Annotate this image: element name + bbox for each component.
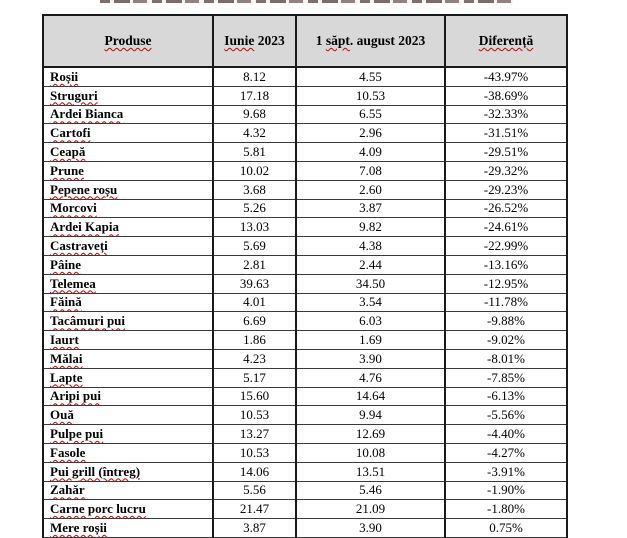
product-name: Tacâmuri pui: [50, 313, 126, 329]
difference-cell: -12.95%: [445, 274, 567, 293]
difference-cell: -29.32%: [445, 161, 567, 180]
august-price-cell: 2.96: [296, 124, 445, 143]
august-price-cell: 10.53: [296, 86, 445, 105]
june-price-cell: 4.01: [213, 293, 296, 312]
difference-cell: -38.69%: [445, 86, 567, 105]
product-name: Fasole: [50, 444, 86, 460]
august-price-cell: 3.90: [296, 349, 445, 368]
product-name: Pâine: [50, 256, 82, 272]
product-cell: [43, 387, 213, 406]
product-cell: [43, 67, 213, 86]
product-name: Ouă: [50, 407, 74, 423]
table-row: [43, 387, 567, 406]
product-cell: [43, 105, 213, 124]
august-price-cell: 3.87: [296, 199, 445, 218]
june-price-cell: 5.69: [213, 237, 296, 256]
june-price-cell: 15.60: [213, 387, 296, 406]
header-diferenta: [445, 15, 567, 67]
table-row: [43, 180, 567, 199]
table-row: [43, 67, 567, 86]
table-row: [43, 143, 567, 162]
product-cell: [43, 237, 213, 256]
header-label-segment: 2023: [254, 33, 285, 48]
june-price-cell: 6.69: [213, 312, 296, 331]
table-row: [43, 199, 567, 218]
table-row: [43, 519, 567, 538]
difference-cell: -29.23%: [445, 180, 567, 199]
product-name: Iaurt: [50, 332, 79, 348]
june-price-cell: 9.68: [213, 105, 296, 124]
product-name: Ceapă: [50, 144, 86, 160]
difference-cell: -3.91%: [445, 462, 567, 481]
august-price-cell: 4.76: [296, 368, 445, 387]
header-label-segment: Produse: [104, 33, 152, 48]
product-cell: [43, 331, 213, 350]
table-body: [43, 67, 567, 537]
august-price-cell: 6.03: [296, 312, 445, 331]
product-name: Lapte: [50, 369, 83, 385]
product-cell: [43, 274, 213, 293]
august-price-cell: 34.50: [296, 274, 445, 293]
table-row: [43, 105, 567, 124]
difference-cell: -29.51%: [445, 143, 567, 162]
table-row: [43, 368, 567, 387]
difference-cell: -22.99%: [445, 237, 567, 256]
difference-cell: -1.80%: [445, 500, 567, 519]
difference-cell: -6.13%: [445, 387, 567, 406]
product-cell: [43, 368, 213, 387]
june-price-cell: 5.56: [213, 481, 296, 500]
june-price-cell: 14.06: [213, 462, 296, 481]
table-row: [43, 255, 567, 274]
difference-cell: -43.97%: [445, 67, 567, 86]
august-price-cell: 7.08: [296, 161, 445, 180]
product-name: Pepene roșu: [50, 181, 118, 197]
header-row: [43, 15, 567, 67]
august-price-cell: 9.94: [296, 406, 445, 425]
june-price-cell: 8.12: [213, 67, 296, 86]
product-name: Cartofi: [50, 125, 91, 141]
header-label-segment: săpt: [325, 33, 350, 48]
difference-cell: 0.75%: [445, 519, 567, 538]
header-label-segment: Diferență: [478, 33, 534, 48]
table-row: [43, 293, 567, 312]
difference-cell: -4.40%: [445, 425, 567, 444]
product-name: Telemea: [50, 275, 96, 291]
product-name: Mere roșii: [50, 520, 107, 536]
difference-cell: -7.85%: [445, 368, 567, 387]
product-name: Pulpe pui: [50, 426, 104, 442]
product-cell: [43, 293, 213, 312]
product-name: Carne porc lucru: [50, 501, 146, 517]
table-header: [43, 15, 567, 67]
product-name: Ardei Bianca: [50, 106, 124, 122]
product-cell: [43, 349, 213, 368]
june-price-cell: 10.53: [213, 443, 296, 462]
product-cell: [43, 500, 213, 519]
product-name: Pui grill (întreg): [50, 463, 141, 479]
june-price-cell: 3.68: [213, 180, 296, 199]
product-cell: [43, 312, 213, 331]
difference-cell: -9.02%: [445, 331, 567, 350]
difference-cell: -24.61%: [445, 218, 567, 237]
june-price-cell: 5.81: [213, 143, 296, 162]
product-cell: [43, 86, 213, 105]
product-cell: [43, 425, 213, 444]
august-price-cell: 21.09: [296, 500, 445, 519]
june-price-cell: 4.32: [213, 124, 296, 143]
table-row: [43, 481, 567, 500]
header-sapt-august-2023: [296, 15, 445, 67]
difference-cell: -31.51%: [445, 124, 567, 143]
august-price-cell: 3.90: [296, 519, 445, 538]
header-iunie-2023: [213, 15, 296, 67]
table-row: [43, 86, 567, 105]
product-name: Roșii: [50, 68, 79, 84]
table-row: [43, 425, 567, 444]
difference-cell: -13.16%: [445, 255, 567, 274]
june-price-cell: 4.23: [213, 349, 296, 368]
product-name: Castraveți: [50, 238, 108, 254]
difference-cell: -1.90%: [445, 481, 567, 500]
product-name: Mălai: [50, 350, 83, 366]
product-name: Zahăr: [50, 482, 85, 498]
august-price-cell: 5.46: [296, 481, 445, 500]
difference-cell: -11.78%: [445, 293, 567, 312]
table-row: [43, 161, 567, 180]
difference-cell: -4.27%: [445, 443, 567, 462]
product-cell: [43, 124, 213, 143]
june-price-cell: 10.53: [213, 406, 296, 425]
table-row: [43, 443, 567, 462]
table-row: [43, 462, 567, 481]
table-row: [43, 274, 567, 293]
june-price-cell: 39.63: [213, 274, 296, 293]
product-cell: [43, 199, 213, 218]
june-price-cell: 13.03: [213, 218, 296, 237]
product-cell: [43, 180, 213, 199]
table-row: [43, 237, 567, 256]
product-cell: [43, 481, 213, 500]
june-price-cell: 5.17: [213, 368, 296, 387]
june-price-cell: 3.87: [213, 519, 296, 538]
june-price-cell: 21.47: [213, 500, 296, 519]
table-row: [43, 124, 567, 143]
august-price-cell: 4.09: [296, 143, 445, 162]
difference-cell: -8.01%: [445, 349, 567, 368]
product-cell: [43, 406, 213, 425]
product-cell: [43, 161, 213, 180]
product-cell: [43, 218, 213, 237]
clipped-title-text: [100, 0, 513, 3]
product-name: Morcovi: [50, 200, 97, 216]
product-cell: [43, 143, 213, 162]
august-price-cell: 9.82: [296, 218, 445, 237]
table-row: [43, 500, 567, 519]
product-cell: [43, 255, 213, 274]
header-label-segment: Iunie: [224, 33, 255, 48]
august-price-cell: 13.51: [296, 462, 445, 481]
june-price-cell: 13.27: [213, 425, 296, 444]
header-label-segment: . august 2023: [349, 33, 426, 48]
difference-cell: -9.88%: [445, 312, 567, 331]
header-label-segment: 1: [315, 33, 326, 48]
product-name: Aripi pui: [50, 388, 101, 404]
august-price-cell: 2.60: [296, 180, 445, 199]
august-price-cell: 4.55: [296, 67, 445, 86]
difference-cell: -32.33%: [445, 105, 567, 124]
product-cell: [43, 519, 213, 538]
table-row: [43, 406, 567, 425]
august-price-cell: 10.08: [296, 443, 445, 462]
product-name: Ardei Kapia: [50, 219, 119, 235]
august-price-cell: 2.44: [296, 255, 445, 274]
difference-cell: -26.52%: [445, 199, 567, 218]
price-comparison-table: [42, 14, 568, 538]
product-name: Prune: [50, 162, 84, 178]
header-produse: [43, 15, 213, 67]
product-cell: [43, 462, 213, 481]
june-price-cell: 5.26: [213, 199, 296, 218]
june-price-cell: 1.86: [213, 331, 296, 350]
june-price-cell: 17.18: [213, 86, 296, 105]
table-row: [43, 218, 567, 237]
august-price-cell: 3.54: [296, 293, 445, 312]
august-price-cell: 6.55: [296, 105, 445, 124]
august-price-cell: 14.64: [296, 387, 445, 406]
june-price-cell: 10.02: [213, 161, 296, 180]
product-cell: [43, 443, 213, 462]
august-price-cell: 1.69: [296, 331, 445, 350]
june-price-cell: 2.81: [213, 255, 296, 274]
table-row: [43, 312, 567, 331]
table-row: [43, 331, 567, 350]
august-price-cell: 4.38: [296, 237, 445, 256]
product-name: Struguri: [50, 87, 98, 103]
difference-cell: -5.56%: [445, 406, 567, 425]
product-name: Făină: [50, 294, 82, 310]
table-row: [43, 349, 567, 368]
august-price-cell: 12.69: [296, 425, 445, 444]
